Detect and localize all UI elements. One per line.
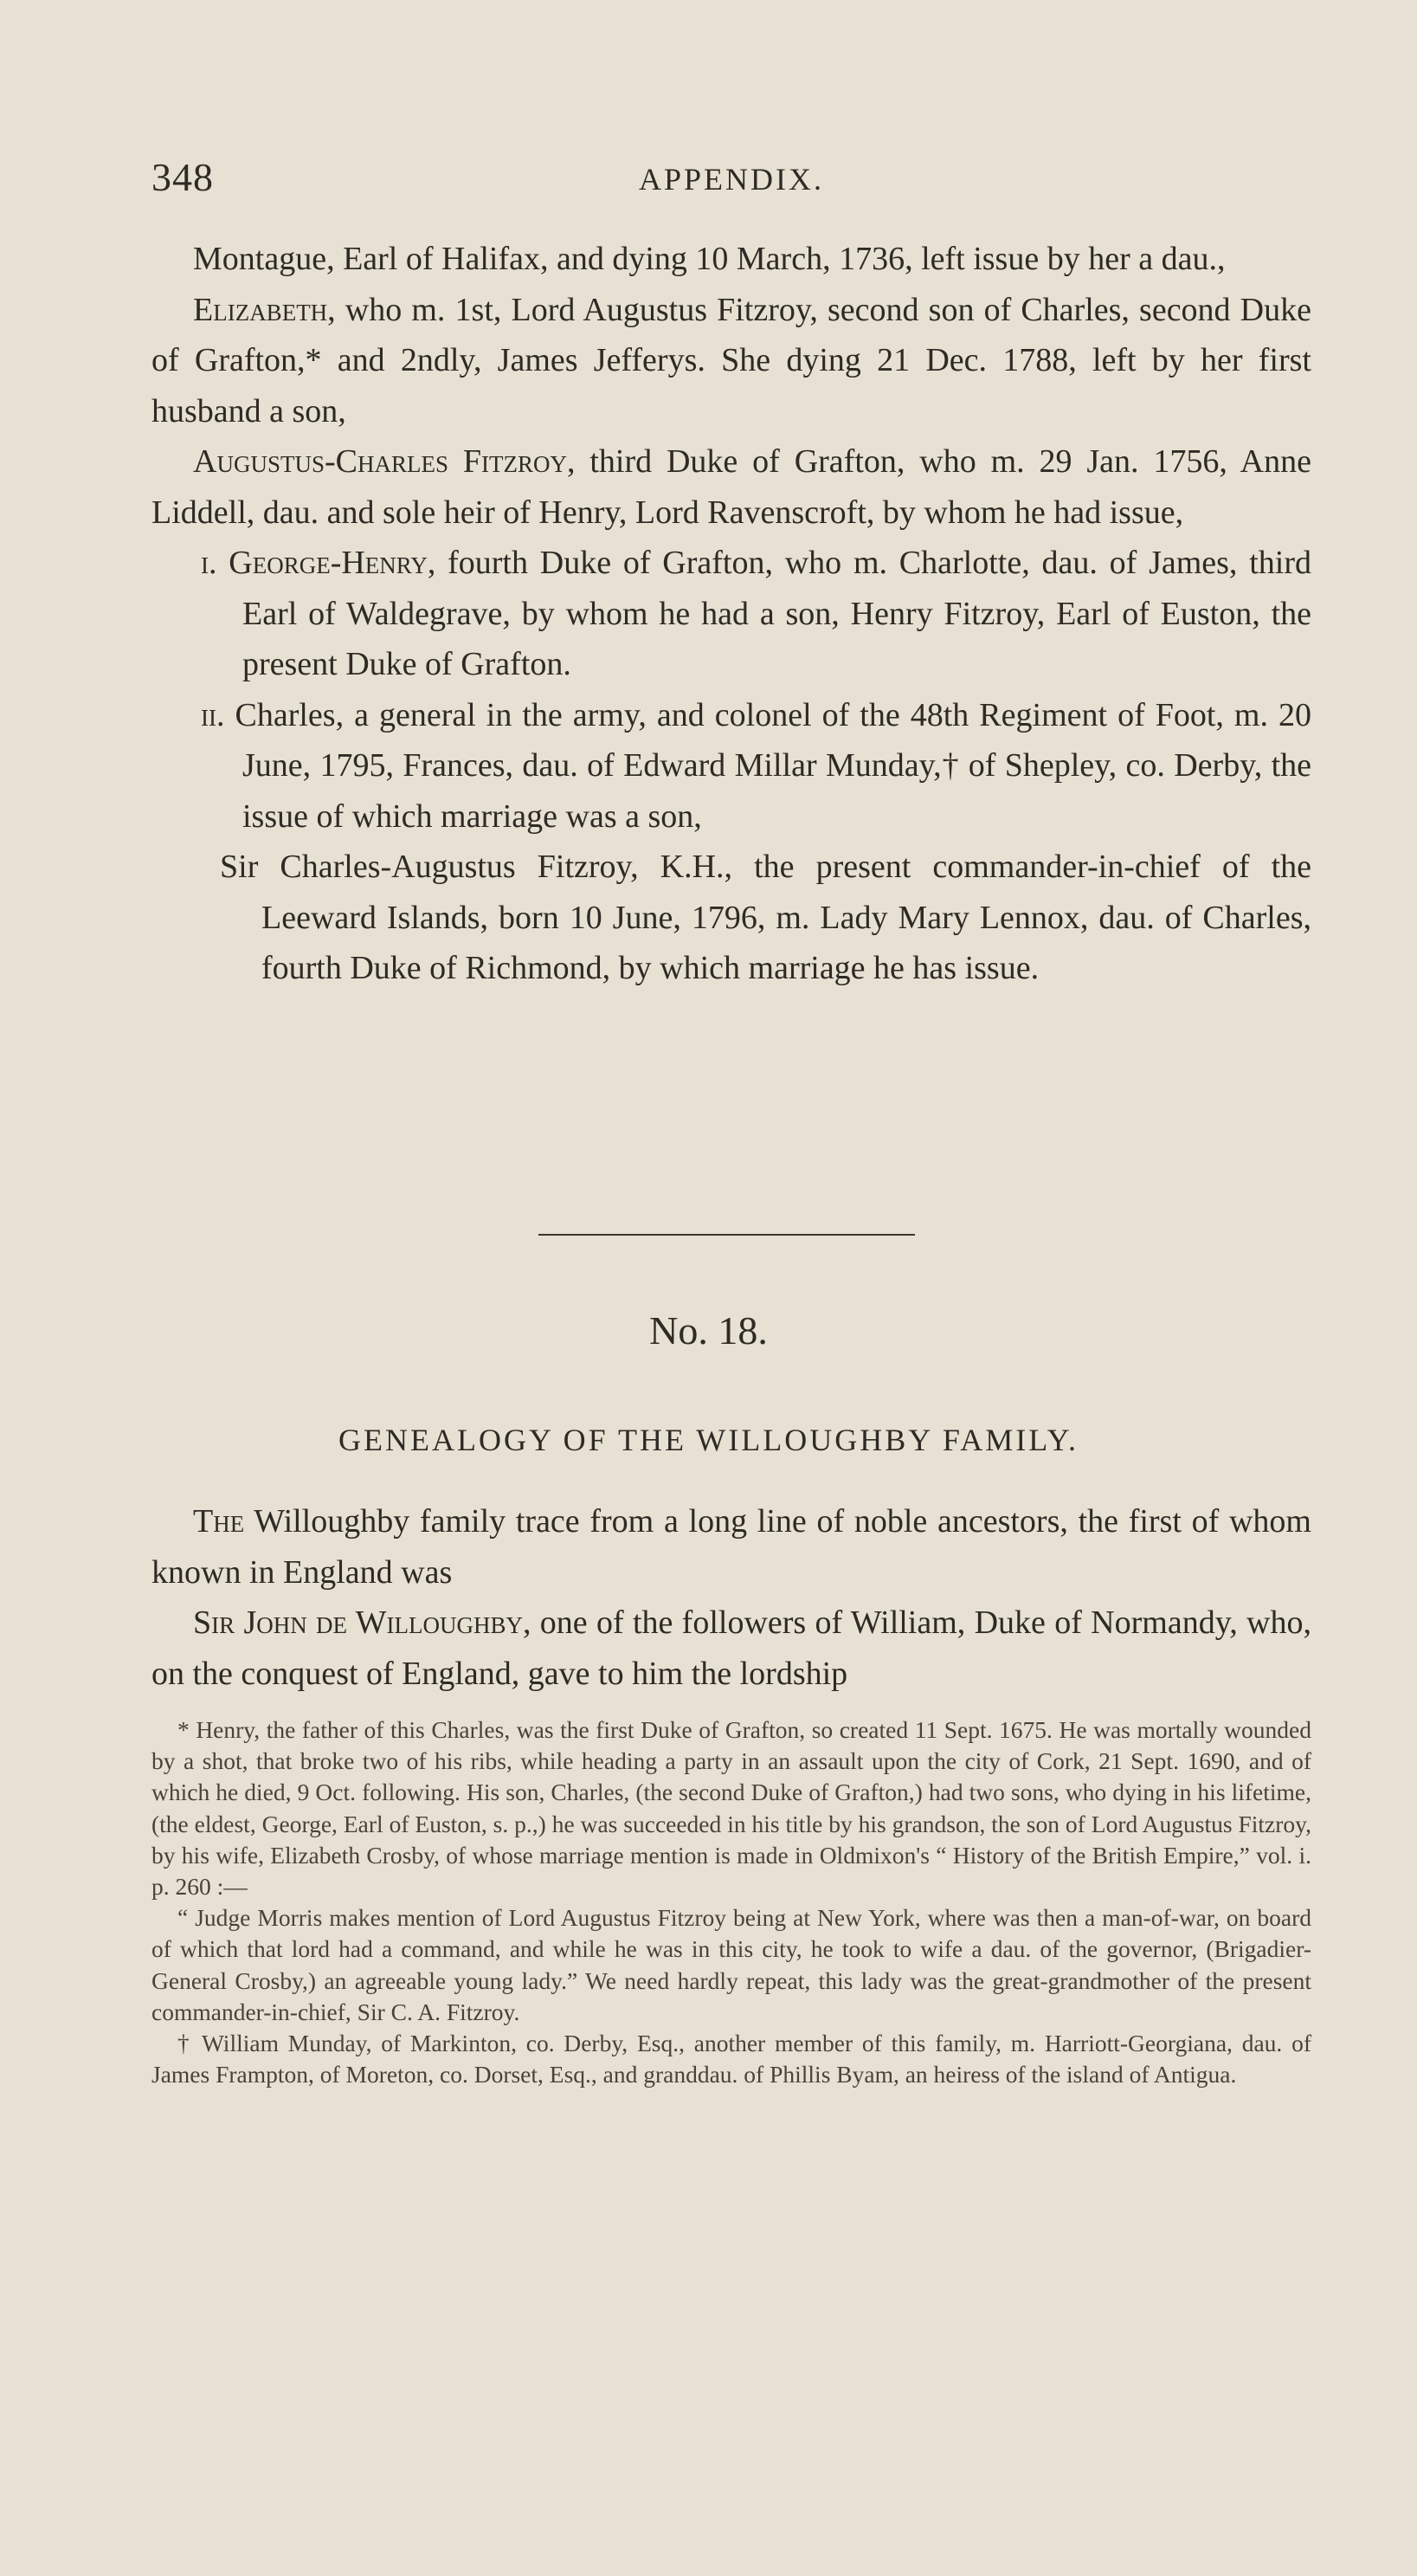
paragraph: Elizabeth, who m. 1st, Lord Augustus Fitzroy, second son of Charles, second Duke of Grafton,* and 2ndly, James Jefferys. She dying 21 Dec. 1788, left by her first husband a son, (151, 291, 1311, 429)
paragraph: Augustus-Charles Fitzroy, third Duke of Grafton, who m. 29 Jan. 1756, Anne Liddell, dau. and sole heir of Henry, Lord Ravenscroft, by whom he had issue, (151, 443, 1311, 531)
sub-entry: Sir Charles-Augustus Fitzroy, K.H., the present commander-in-chief of the Leeward Islands, born 10 June, 1796, m. Lady Mary Lennox, dau. of Charles, fourth Duke of Richmond, by which marriage he has issue. (220, 849, 1311, 986)
section-title: GENEALOGY OF THE WILLOUGHBY FAMILY. (338, 1423, 1079, 1457)
numbered-entry: i. George-Henry, fourth Duke of Grafton, who m. Charlotte, dau. of James, third Earl of Waldegrave, by whom he had a son, Henry Fitzroy, Earl of Euston, the present Duke of Grafton. (201, 545, 1311, 682)
page-number: 348 (151, 155, 214, 199)
paragraph: Montague, Earl of Halifax, and dying 10 March, 1736, left issue by her a dau., (193, 241, 1226, 277)
text-block-top (151, 234, 1311, 994)
numbered-entry: ii. Charles, a general in the army, and colonel of the 48th Regiment of Foot, m. 20 June, 1795, Frances, dau. of Edward Millar Munday,† of Shepley, co. Derby, the issue of which marriage was a son, (201, 696, 1311, 835)
footnote: “ Judge Morris makes mention of Lord Augustus Fitzroy being at New York, where was then a man-of-war, on board of which that lord had a command, and while he was in this city, he took to wife a dau. of the governor, (Brigadier-General Crosby,) an agreeable young lady.” We need hardly repeat, this lady was the great-grandmother of the present commander-in-chief, Sir C. A. Fitzroy. (151, 1904, 1311, 2025)
footnotes (151, 1714, 1311, 2090)
paragraph: Sir John de Willoughby, one of the followers of William, Duke of Normandy, who, on the conquest of England, gave to him the lordship (151, 1604, 1311, 1692)
footnote: † William Munday, of Markinton, co. Derby, Esq., another member of this family, m. Harriott-Georgiana, dau. of James Frampton, of Moreton, co. Dorset, Esq., and granddau. of Phillis Byam, an heiress of the island of Antigua. (151, 2030, 1311, 2089)
section-number: No. 18. (649, 1308, 768, 1353)
text-block-bottom (151, 1496, 1311, 1699)
paragraph: The Willoughby family trace from a long line of noble ancestors, the first of whom known in England was (151, 1503, 1311, 1591)
section-divider (538, 1234, 915, 1236)
footnote: * Henry, the father of this Charles, was the first Duke of Grafton, so created 11 Sept. 1675. He was mortally wounded by a shot, that broke two of his ribs, while heading a party in an assault upon the city of Cork, 21 Sept. 1690, and of which he died, 9 Oct. following. His son, Charles, (the second Duke of Grafton,) had two sons, who dying in his lifetime, (the eldest, George, Earl of Euston, s. p.,) he was succeeded in his title by his grandson, the son of Lord Augustus Fitzroy, by his wife, Elizabeth Crosby, of whose marriage mention is made in Oldmixon's “ History of the British Empire,” vol. i. p. 260 :— (151, 1716, 1311, 1901)
running-head: APPENDIX. (638, 162, 824, 197)
page-header (151, 154, 1311, 206)
